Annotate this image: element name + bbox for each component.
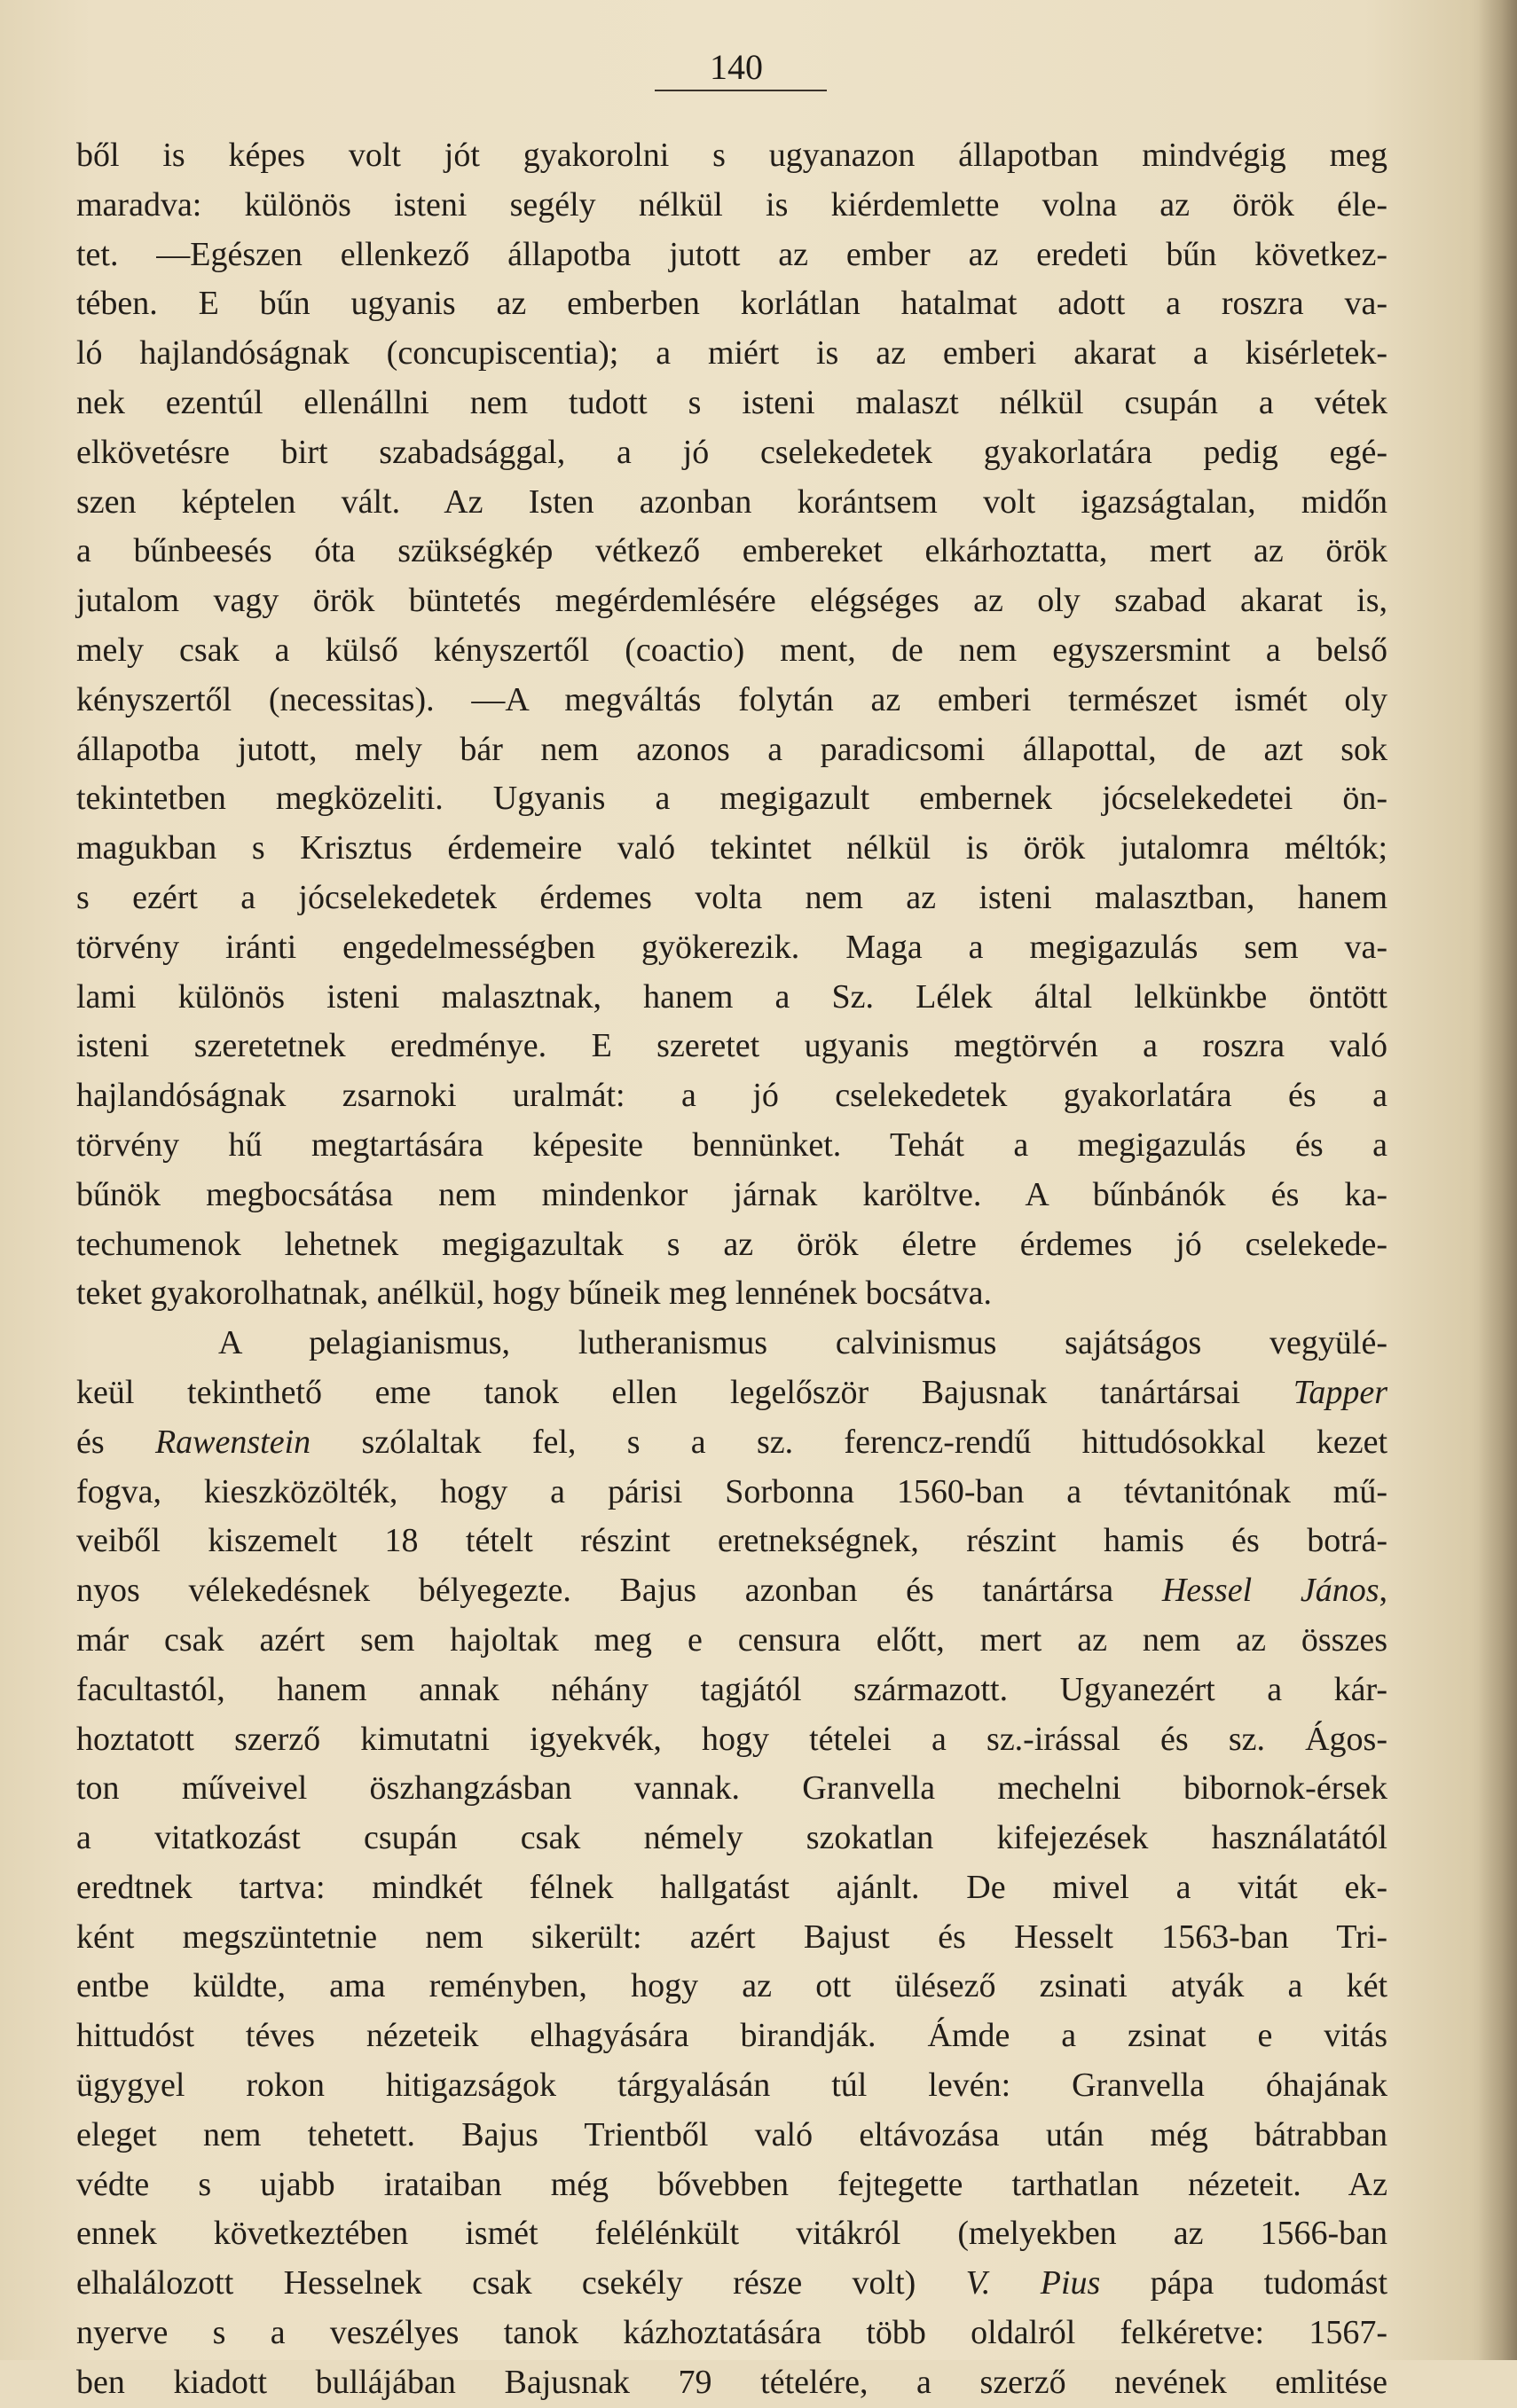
text-line bbox=[76, 923, 1387, 973]
text-segment: hajlandóságnak zsarnoki uralmát: a jó cselekedetek gyakorlatára és a bbox=[76, 1077, 1387, 1115]
text-segment: ton műveivel öszhangzásban vannak. Granvella mechelni bibornok-érsek bbox=[76, 1769, 1387, 1808]
text-segment: a bűnbeesés óta szükségkép vétkező embereket elkárhoztatta, mert az örök bbox=[76, 532, 1387, 570]
text-segment: ként megszüntetnie nem sikerült: azért Bajust és Hesselt 1563-ban Tri- bbox=[76, 1918, 1387, 1956]
text-segment: teket gyakorolhatnak, anélkül, hogy bűneik meg lennének bocsátva. bbox=[76, 1275, 993, 1313]
text-segment: maradva: különös isteni segély nélkül is kiérdemlette volna az örök éle- bbox=[76, 185, 1387, 224]
text-line bbox=[76, 1863, 1387, 1913]
text-line bbox=[76, 726, 1387, 775]
text-line bbox=[76, 1269, 1387, 1319]
text-segment: törvény hű megtartására képesite bennünket. Tehát a megigazulás és a bbox=[76, 1126, 1387, 1164]
text-segment: nek ezentúl ellenállni nem tudott s isteni malaszt nélkül csupán a vétek bbox=[76, 383, 1387, 421]
text-segment: facultastól, hanem annak néhány tagjától származott. Ugyanezért a kár- bbox=[76, 1670, 1387, 1708]
text-line bbox=[76, 676, 1387, 726]
text-segment: A pelagianismus, lutheranismus calvinismus sajátságos vegyülé- bbox=[218, 1324, 1387, 1362]
text-line bbox=[76, 1468, 1387, 1518]
text-segment: veiből kiszemelt 18 tételt részint eretnekségnek, részint hamis és botrá- bbox=[76, 1522, 1387, 1560]
text-segment: ügygyel rokon hitigazságok tárgyalásán túl levén: Granvella óhajának bbox=[76, 2067, 1387, 2105]
body-text bbox=[76, 131, 1387, 2408]
text-line bbox=[76, 577, 1387, 626]
text-segment: hoztatott szerző kimutatni igyekvék, hogy tételei a sz.-irással és sz. Ágos- bbox=[76, 1720, 1387, 1758]
text-segment: fogva, kieszközölték, hogy a párisi Sorbonna 1560-ban a tévtanitónak mű- bbox=[76, 1472, 1387, 1510]
text-line bbox=[76, 1517, 1387, 1566]
text-segment: eredtnek tartva: mindkét félnek hallgatást ajánlt. De mivel a vitát ek- bbox=[76, 1868, 1387, 1906]
text-line bbox=[76, 1764, 1387, 1814]
text-segment: törvény iránti engedelmességben gyökerezik. Maga a megigazulás sem va- bbox=[76, 928, 1387, 966]
text-line bbox=[76, 1566, 1387, 1616]
text-segment: techumenok lehetnek megigazultak s az örök életre érdemes jó cselekede- bbox=[76, 1225, 1387, 1263]
text-line bbox=[76, 2209, 1387, 2259]
italic-name: Hessel János bbox=[1161, 1572, 1379, 1610]
text-line bbox=[76, 1962, 1387, 2012]
text-segment: isteni szeretetnek eredménye. E szeretet ugyanis megtörvén a roszra való bbox=[76, 1027, 1387, 1065]
text-segment: állapotba jutott, mely bár nem azonos a paradicsomi állapottal, de azt sok bbox=[76, 730, 1387, 768]
text-line bbox=[76, 279, 1387, 329]
text-line bbox=[76, 2161, 1387, 2210]
text-segment: lami különös isteni malasztnak, hanem a Sz. Lélek által lelkünkbe öntött bbox=[76, 977, 1387, 1016]
text-segment: tében. E bűn ugyanis az emberben korlátlan hatalmat adott a roszra va- bbox=[76, 285, 1387, 323]
text-line bbox=[76, 1715, 1387, 1765]
text-segment: hittudóst téves nézeteik elhagyására birandják. Ámde a zsinat e vitás bbox=[76, 2017, 1387, 2055]
text-segment: tet. —Egészen ellenkező állapotba jutott az ember az eredeti bűn következ- bbox=[76, 235, 1387, 273]
text-line bbox=[76, 874, 1387, 923]
text-line bbox=[76, 1319, 1387, 1369]
italic-name: V. Pius bbox=[965, 2264, 1101, 2302]
text-segment: nyos vélekedésnek bélyegezte. Bajus azonban és tanártársa bbox=[76, 1572, 1162, 1610]
text-line bbox=[76, 1171, 1387, 1220]
text-line bbox=[76, 379, 1387, 428]
text-line bbox=[76, 2012, 1387, 2061]
text-line bbox=[76, 774, 1387, 824]
text-line bbox=[76, 428, 1387, 478]
text-segment: pápa tudomást bbox=[1100, 2264, 1388, 2302]
text-line bbox=[76, 329, 1387, 379]
text-segment: eleget nem tehetett. Bajus Trientből való eltávozása után még bátrabban bbox=[76, 2115, 1387, 2153]
page-edge-shadow bbox=[1478, 0, 1517, 2360]
text-line bbox=[76, 1071, 1387, 1121]
text-line bbox=[76, 973, 1387, 1023]
text-segment: elhalálozott Hesselnek csak csekély része volt) bbox=[76, 2264, 966, 2302]
text-segment: és bbox=[76, 1423, 155, 1461]
text-line bbox=[76, 1022, 1387, 1071]
italic-name: Tapper bbox=[1293, 1373, 1387, 1411]
text-segment: keül tekinthető eme tanok ellen legelőször Bajusnak tanártársai bbox=[76, 1373, 1293, 1411]
text-line bbox=[76, 478, 1387, 528]
text-line bbox=[76, 131, 1387, 181]
text-line bbox=[76, 1616, 1387, 1666]
text-line bbox=[76, 2309, 1387, 2358]
text-line bbox=[76, 1913, 1387, 1963]
text-segment: védte s ujabb irataiban még bővebben fejtegette tarthatlan nézeteit. Az bbox=[76, 2165, 1387, 2203]
text-line bbox=[76, 2259, 1387, 2309]
text-segment: magukban s Krisztus érdemeire való tekintet nélkül is örök jutalomra méltók; bbox=[76, 829, 1387, 867]
text-segment: s ezért a jócselekedetek érdemes volta nem az isteni malasztban, hanem bbox=[76, 878, 1387, 916]
page-number-rule bbox=[655, 90, 827, 91]
text-segment: tekintetben megközeliti. Ugyanis a megigazult embernek jócselekedetei ön- bbox=[76, 780, 1387, 818]
text-line bbox=[76, 824, 1387, 874]
text-line bbox=[76, 2358, 1387, 2408]
text-segment: a vitatkozást csupán csak némely szokatlan kifejezések használatától bbox=[76, 1819, 1387, 1857]
text-segment: ből is képes volt jót gyakorolni s ugyanazon állapotban mindvégig meg bbox=[76, 137, 1387, 174]
text-segment: bűnök megbocsátása nem mindenkor járnak karöltve. A bűnbánók és ka- bbox=[76, 1175, 1387, 1213]
text-line bbox=[76, 1121, 1387, 1171]
text-line bbox=[76, 1220, 1387, 1270]
text-line bbox=[76, 2061, 1387, 2111]
text-segment: jutalom vagy örök büntetés megérdemlésére elégséges az oly szabad akarat is, bbox=[76, 582, 1387, 620]
text-line bbox=[76, 1666, 1387, 1715]
text-line bbox=[76, 231, 1387, 280]
page-number: 140 bbox=[710, 47, 763, 87]
text-line bbox=[76, 2111, 1387, 2161]
text-line bbox=[76, 527, 1387, 577]
text-segment: kényszertől (necessitas). —A megváltás folytán az emberi természet ismét oly bbox=[76, 680, 1387, 718]
text-segment: szólaltak fel, s a sz. ferencz-rendű hittudósokkal kezet bbox=[310, 1423, 1388, 1461]
text-line bbox=[76, 1418, 1387, 1468]
text-segment: már csak azért sem hajoltak meg e censura előtt, mert az nem az összes bbox=[76, 1620, 1387, 1659]
text-line bbox=[76, 1369, 1387, 1418]
text-line bbox=[76, 626, 1387, 676]
text-line bbox=[76, 1814, 1387, 1863]
text-segment: mely csak a külső kényszertől (coactio) ment, de nem egyszersmint a belső bbox=[76, 631, 1387, 669]
text-segment: entbe küldte, ama reményben, hogy az ott ülésező zsinati atyák a két bbox=[76, 1967, 1387, 2005]
text-segment: szen képtelen vált. Az Isten azonban korántsem volt igazságtalan, midőn bbox=[76, 482, 1387, 521]
text-line bbox=[76, 181, 1387, 231]
text-segment: ennek következtében ismét felélénkült vitákról (melyekben az 1566-ban bbox=[76, 2215, 1387, 2253]
text-segment: elkövetésre birt szabadsággal, a jó cselekedetek gyakorlatára pedig egé- bbox=[76, 433, 1387, 471]
italic-name: Rawenstein bbox=[154, 1423, 311, 1461]
text-segment: , bbox=[1379, 1572, 1387, 1610]
text-segment: ben kiadott bullájában Bajusnak 79 tételére, a szerző nevének emlitése bbox=[76, 2363, 1387, 2401]
text-segment: ló hajlandóságnak (concupiscentia); a miért is az emberi akarat a kisérletek- bbox=[76, 334, 1387, 373]
text-segment: nyerve s a veszélyes tanok kázhoztatására több oldalról felkéretve: 1567- bbox=[76, 2314, 1387, 2352]
